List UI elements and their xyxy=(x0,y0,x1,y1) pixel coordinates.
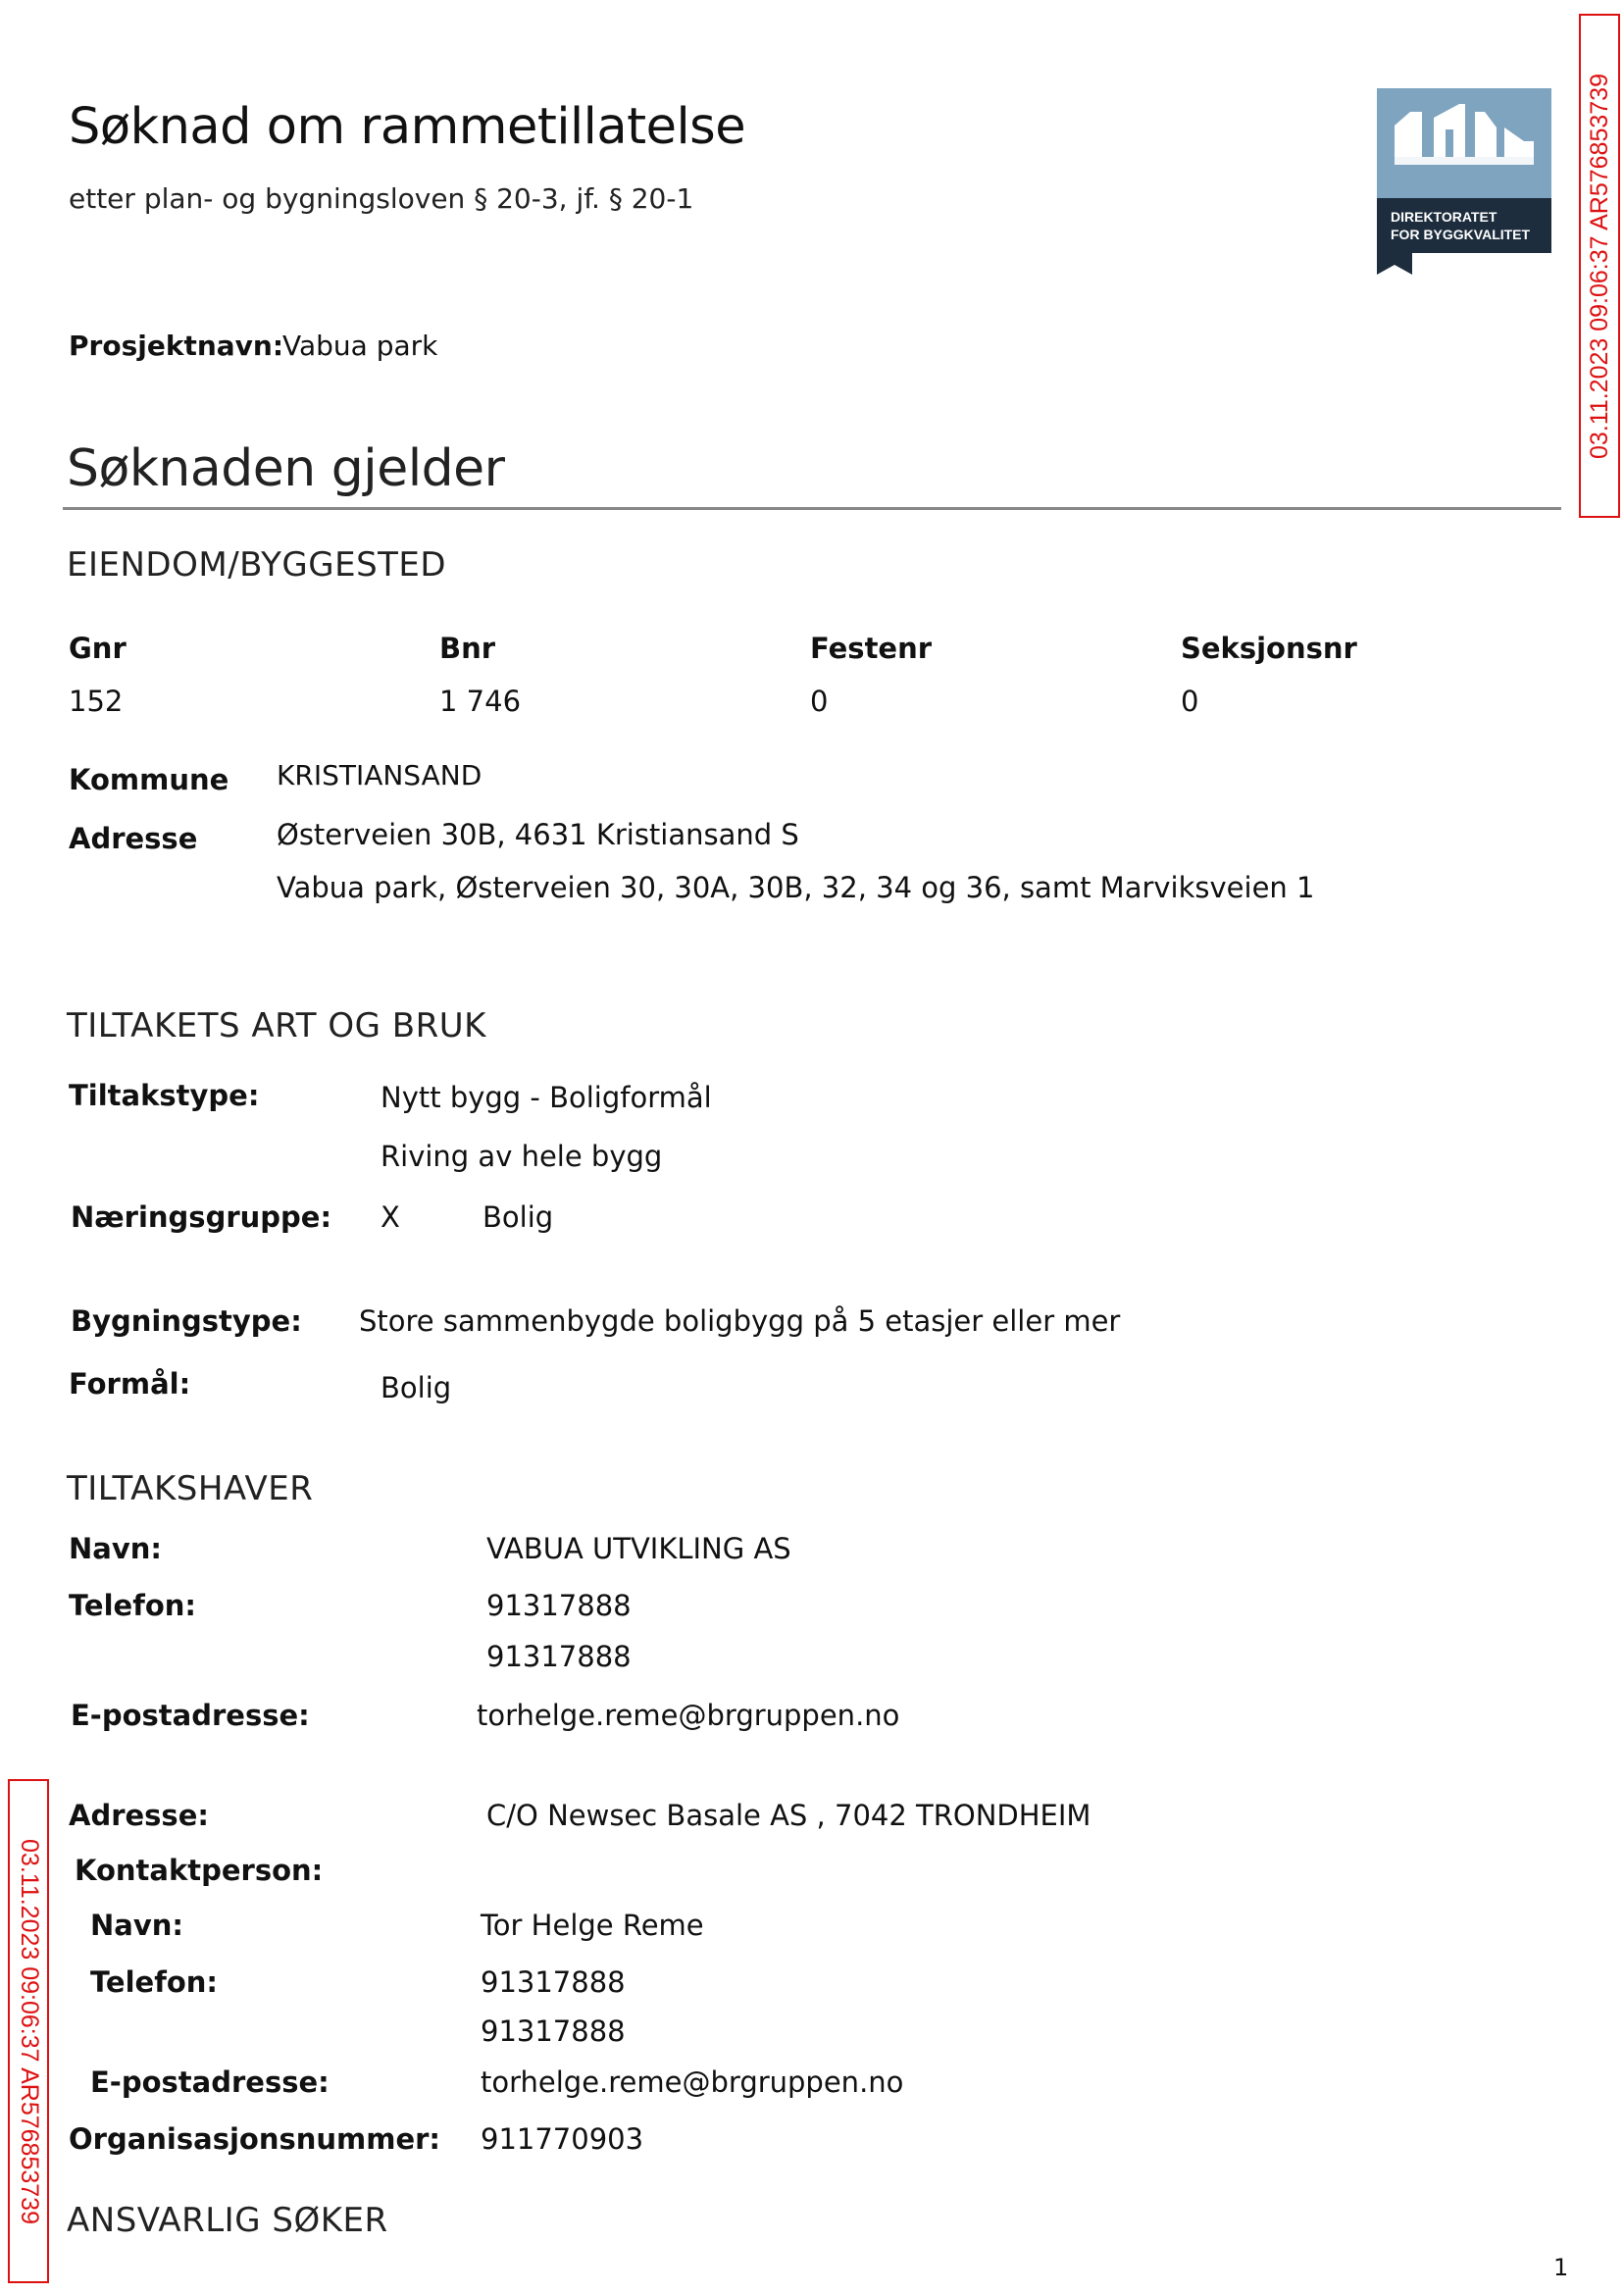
adresse-label: Adresse xyxy=(69,822,198,855)
dibk-logo-graphic xyxy=(1377,88,1551,275)
formal-label: Formål: xyxy=(69,1367,191,1401)
tiltakshaver-telefon-1: 91317888 xyxy=(486,1589,632,1622)
festenr-label: Festenr xyxy=(810,632,933,665)
tiltakshaver-navn-value: VABUA UTVIKLING AS xyxy=(486,1532,791,1565)
tiltakshaver-epost-value: torhelge.reme@brgruppen.no xyxy=(477,1699,900,1732)
timestamp-stamp-top xyxy=(1579,14,1620,518)
section-heading-soknaden: Søknaden gjelder xyxy=(67,439,505,498)
orgnr-value: 911770903 xyxy=(481,2122,644,2156)
gnr-value: 152 xyxy=(69,685,124,718)
dibk-logo xyxy=(1377,88,1551,275)
project-name-label: Prosjektnavn: xyxy=(69,330,284,362)
kontakt-telefon-label: Telefon: xyxy=(90,1965,218,1999)
logo-text-line2: FOR BYGGKVALITET xyxy=(1391,227,1531,242)
kontakt-telefon-1: 91317888 xyxy=(481,1965,626,1999)
bygningstype-label: Bygningstype: xyxy=(71,1304,302,1338)
tiltakshaver-telefon-label: Telefon: xyxy=(69,1589,196,1622)
adresse-line1: Østerveien 30B, 4631 Kristiansand S xyxy=(277,818,799,851)
gnr-label: Gnr xyxy=(69,632,127,665)
naeringsgruppe-code: X xyxy=(381,1200,400,1234)
bnr-value: 1 746 xyxy=(439,685,522,718)
naeringsgruppe-value: Bolig xyxy=(482,1200,554,1234)
kontakt-telefon-2: 91317888 xyxy=(481,2014,626,2048)
document-subtitle: etter plan- og bygningsloven § 20-3, jf. § 20-1 xyxy=(69,182,694,215)
kontakt-navn-label: Navn: xyxy=(90,1909,183,1942)
stamp-text-top: 03.11.2023 09:06:37 AR576853739 xyxy=(1585,73,1613,459)
document-title: Søknad om rammetillatelse xyxy=(69,98,746,156)
project-name-value: Vabua park xyxy=(282,330,438,362)
seksjonsnr-value: 0 xyxy=(1181,685,1199,718)
tiltakstype-value-2: Riving av hele bygg xyxy=(381,1140,663,1173)
seksjonsnr-label: Seksjonsnr xyxy=(1181,632,1357,665)
section-tiltak-heading: TILTAKETS ART OG BRUK xyxy=(67,1006,486,1045)
tiltakshaver-adresse-label: Adresse: xyxy=(69,1799,209,1832)
naeringsgruppe-label: Næringsgruppe: xyxy=(71,1200,332,1234)
adresse-line2: Vabua park, Østerveien 30, 30A, 30B, 32, 34 og 36, samt Marviksveien 1 xyxy=(277,871,1315,904)
logo-text-line1: DIREKTORATET xyxy=(1391,209,1497,225)
tiltakstype-label: Tiltakstype: xyxy=(69,1079,260,1112)
section-eiendom-heading: EIENDOM/BYGGESTED xyxy=(67,545,447,585)
festenr-value: 0 xyxy=(810,685,829,718)
tiltakshaver-navn-label: Navn: xyxy=(69,1532,162,1565)
kontakt-epost-label: E-postadresse: xyxy=(90,2065,330,2099)
tiltakstype-value-1: Nytt bygg - Boligformål xyxy=(381,1081,712,1114)
kontakt-navn-value: Tor Helge Reme xyxy=(481,1909,704,1942)
bnr-label: Bnr xyxy=(439,632,496,665)
formal-value: Bolig xyxy=(381,1371,452,1404)
section-divider xyxy=(63,507,1561,510)
page-number: 1 xyxy=(1553,2254,1569,2281)
kontaktperson-label: Kontaktperson: xyxy=(75,1854,324,1887)
kommune-label: Kommune xyxy=(69,763,229,796)
stamp-text-left: 03.11.2023 09:06:37 AR576853739 xyxy=(15,1838,43,2224)
tiltakshaver-telefon-2: 91317888 xyxy=(486,1640,632,1673)
tiltakshaver-adresse-value: C/O Newsec Basale AS , 7042 TRONDHEIM xyxy=(486,1799,1091,1832)
kontakt-epost-value: torhelge.reme@brgruppen.no xyxy=(481,2065,904,2099)
orgnr-label: Organisasjonsnummer: xyxy=(69,2122,441,2156)
kommune-value: KRISTIANSAND xyxy=(277,759,482,791)
tiltakshaver-epost-label: E-postadresse: xyxy=(71,1699,310,1732)
section-ansvarlig-heading: ANSVARLIG SØKER xyxy=(67,2201,388,2240)
section-tiltakshaver-heading: TILTAKSHAVER xyxy=(67,1469,314,1508)
bygningstype-value: Store sammenbygde boligbygg på 5 etasjer eller mer xyxy=(359,1304,1121,1338)
timestamp-stamp-left xyxy=(8,1779,49,2283)
